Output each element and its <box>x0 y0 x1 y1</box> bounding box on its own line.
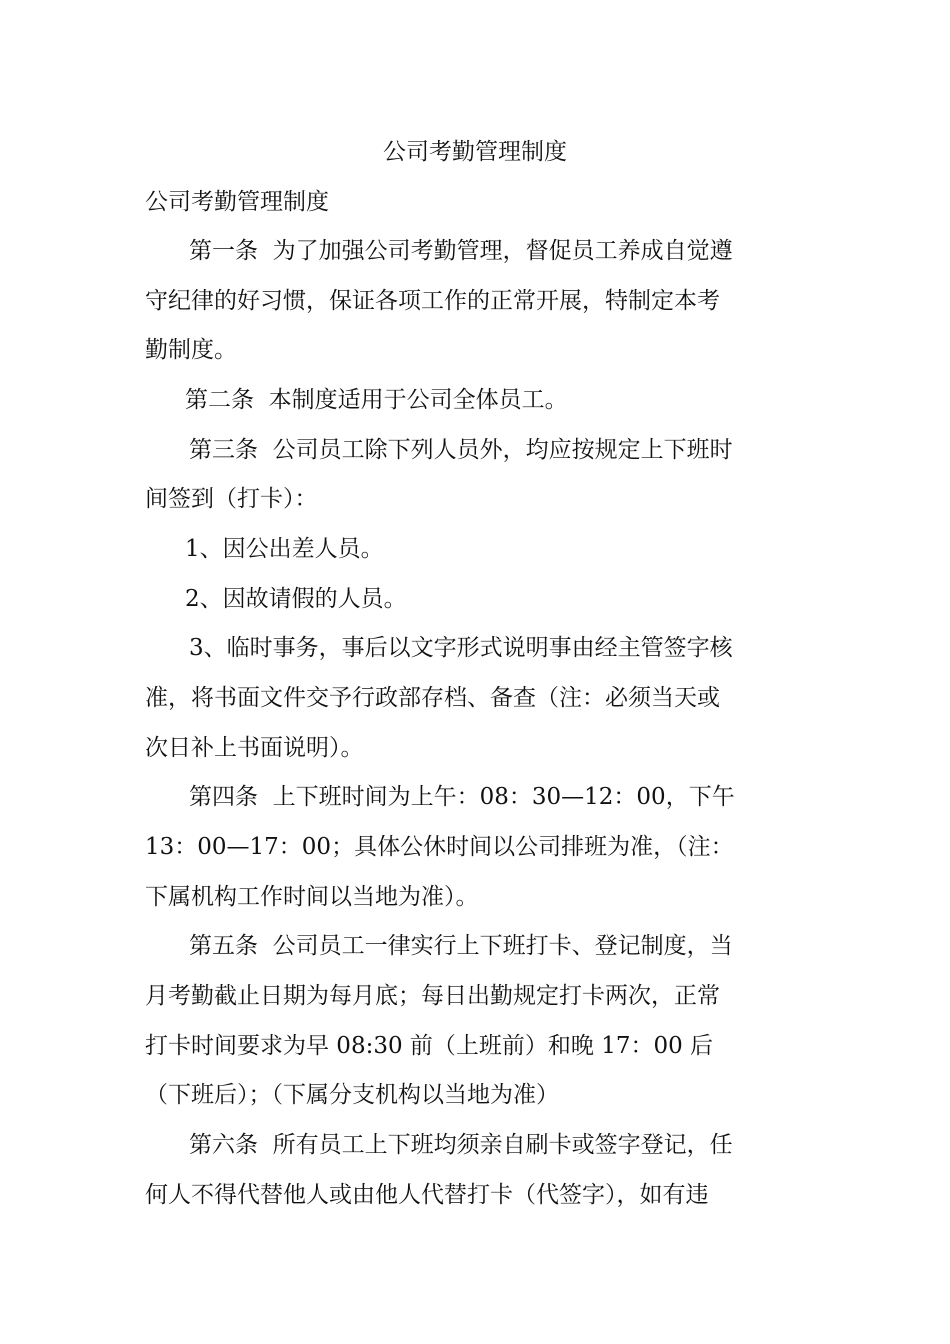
list-item-1: 1、因公出差人员。 <box>185 536 384 562</box>
article-5-line-3: 打卡时间要求为早 08:30 前（上班前）和晚 17：00 后 <box>145 1033 714 1059</box>
article-1-line-2: 守纪律的好习惯，保证各项工作的正常开展，特制定本考 <box>145 288 720 314</box>
article-2-line-1: 第二条 本制度适用于公司全体员工。 <box>185 387 568 413</box>
list-item-3-line-3: 次日补上书面说明）。 <box>145 735 364 761</box>
article-3-line-1: 第三条 公司员工除下列人员外，均应按规定上下班时 <box>189 437 733 463</box>
list-item-3-line-2: 准，将书面文件交予行政部存档、备查（注：必须当天或 <box>145 685 720 711</box>
list-item-2: 2、因故请假的人员。 <box>185 586 407 612</box>
article-5-line-4: （下班后）；（下属分支机构以当地为准） <box>145 1082 559 1108</box>
article-6-line-1: 第六条 所有员工上下班均须亲自刷卡或签字登记，任 <box>189 1132 733 1158</box>
article-6-line-2: 何人不得代替他人或由他人代替打卡（代签字），如有违 <box>145 1182 709 1208</box>
article-4-line-1: 第四条 上下班时间为上午：08：30—12：00，下午 <box>189 784 735 810</box>
article-1-line-3: 勤制度。 <box>145 337 237 363</box>
article-5-line-1: 第五条 公司员工一律实行上下班打卡、登记制度，当 <box>189 933 733 959</box>
article-5-line-2: 月考勤截止日期为每月底；每日出勤规定打卡两次，正常 <box>145 983 720 1009</box>
document-subtitle: 公司考勤管理制度 <box>145 189 329 215</box>
article-4-line-2: 13：00—17：00；具体公休时间以公司排班为准，（注： <box>145 834 734 860</box>
article-1-line-1: 第一条 为了加强公司考勤管理，督促员工养成自觉遵 <box>189 238 733 264</box>
document-title: 公司考勤管理制度 <box>383 139 567 165</box>
article-4-line-3: 下属机构工作时间以当地为准）。 <box>145 884 479 910</box>
article-3-line-2: 间签到（打卡）： <box>145 486 318 512</box>
list-item-3-line-1: 3、临时事务，事后以文字形式说明事由经主管签字核 <box>189 635 733 661</box>
